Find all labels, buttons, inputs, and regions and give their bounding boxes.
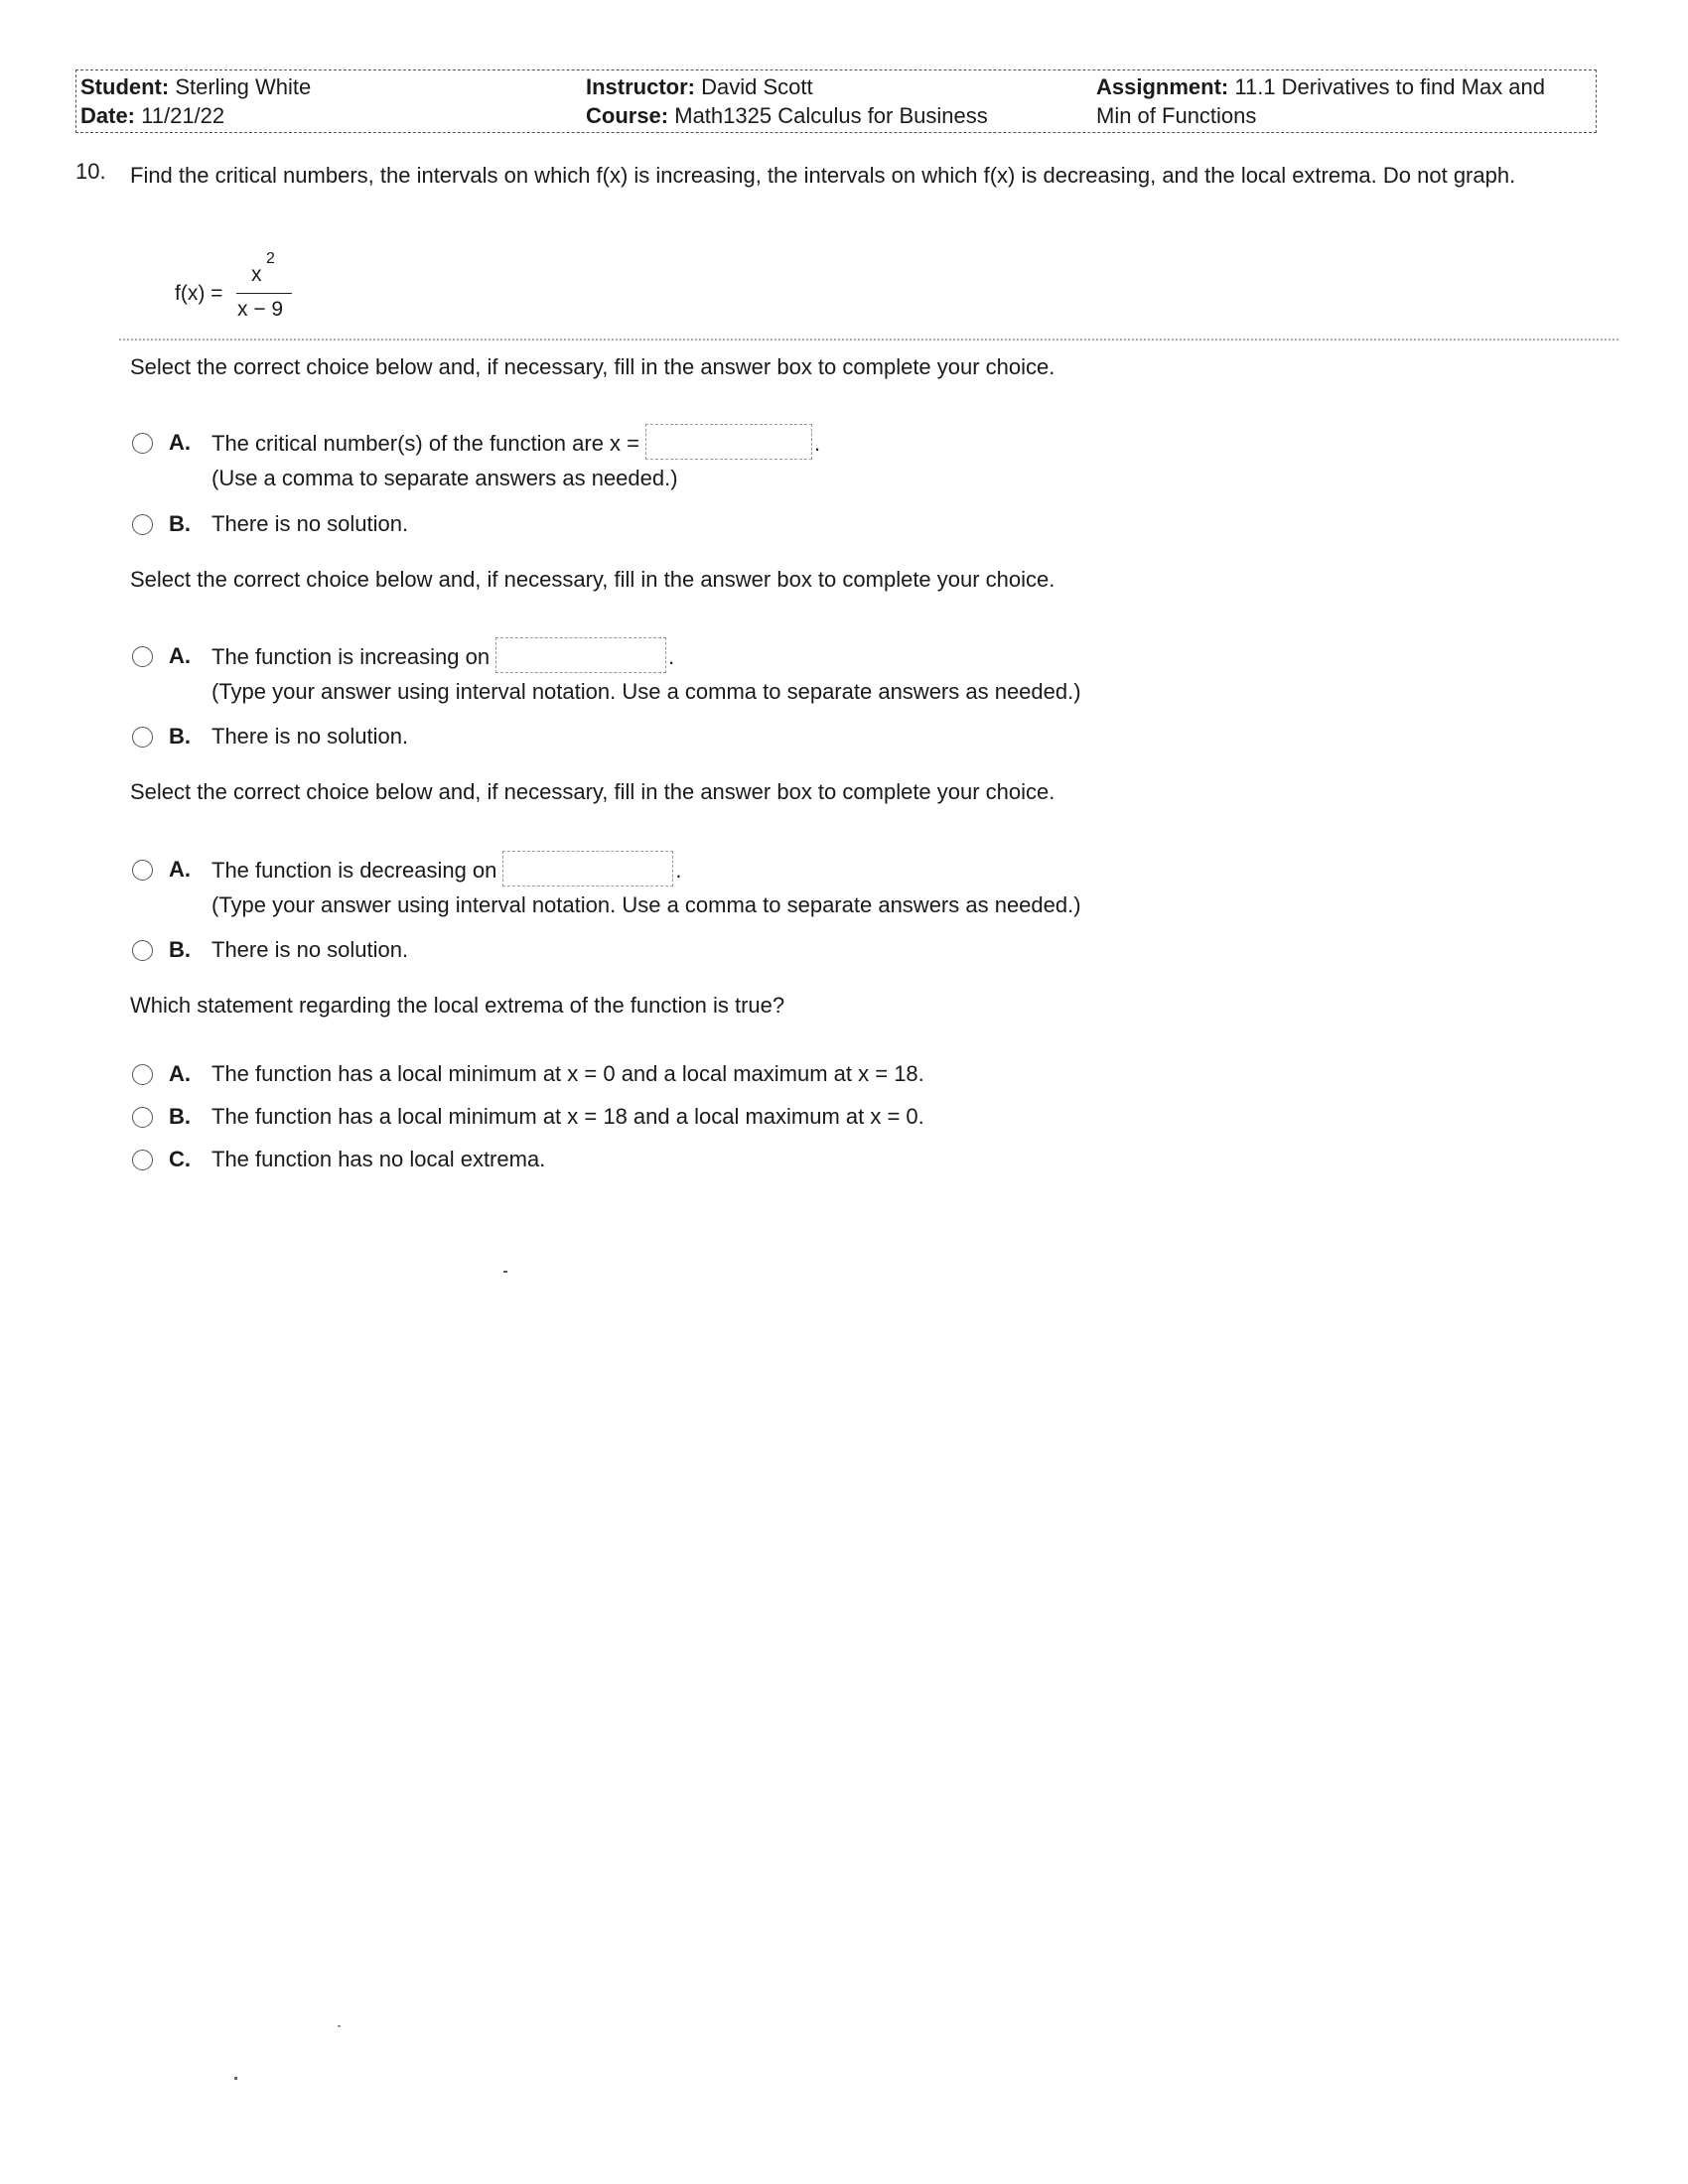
date-value: 11/21/22 bbox=[141, 103, 225, 128]
radio-button[interactable] bbox=[132, 514, 153, 535]
increasing-answer-box[interactable] bbox=[495, 637, 666, 673]
option-letter: B. bbox=[169, 724, 191, 749]
option-text: There is no solution. bbox=[211, 511, 409, 536]
option-letter: C. bbox=[169, 1147, 191, 1171]
function-numerator: x bbox=[251, 263, 262, 286]
assignment-title: 11.1 Derivatives to find Max and bbox=[1234, 74, 1546, 99]
course-line bbox=[586, 101, 988, 130]
period: . bbox=[675, 857, 682, 883]
assignment-title-continued: Min of Functions bbox=[1096, 103, 1257, 128]
option-text-row bbox=[211, 643, 674, 673]
course-label: Course: bbox=[586, 103, 669, 128]
scan-speck bbox=[503, 1271, 507, 1273]
question-text: Find the critical numbers, the intervals on which f(x) is increasing, the intervals on which f(x) is decreasing, and the local extrema. Do not graph. bbox=[130, 163, 1516, 188]
extrema-instruction: Which statement regarding the local extrema of the function is true? bbox=[130, 993, 785, 1018]
option-text: There is no solution. bbox=[211, 937, 409, 962]
assignment-label: Assignment: bbox=[1096, 74, 1229, 99]
critical-answer-box[interactable] bbox=[645, 424, 812, 460]
option-text: The function is decreasing on bbox=[211, 857, 497, 883]
decreasing-instruction: Select the correct choice below and, if necessary, fill in the answer box to complete your choice. bbox=[130, 779, 1055, 804]
radio-button[interactable] bbox=[132, 646, 153, 667]
critical-hint: (Use a comma to separate answers as needed.) bbox=[211, 466, 678, 490]
radio-button[interactable] bbox=[132, 433, 153, 454]
student-label: Student: bbox=[80, 74, 170, 99]
student-name: Sterling White bbox=[175, 74, 312, 99]
option-letter: A. bbox=[169, 430, 191, 455]
radio-button[interactable] bbox=[132, 940, 153, 961]
function-denominator: x − 9 bbox=[237, 298, 284, 321]
radio-button[interactable] bbox=[132, 1064, 153, 1085]
header-assignment-column bbox=[1096, 72, 1593, 130]
header-instructor-column bbox=[586, 72, 988, 130]
option-letter: A. bbox=[169, 1061, 191, 1086]
critical-instruction: Select the correct choice below and, if necessary, fill in the answer box to complete your choice. bbox=[130, 354, 1055, 379]
option-text: The critical number(s) of the function are x = bbox=[211, 430, 640, 456]
radio-button[interactable] bbox=[132, 1107, 153, 1128]
date-label: Date: bbox=[80, 103, 136, 128]
fraction-bar bbox=[236, 293, 292, 294]
student-line bbox=[80, 72, 311, 101]
instructor-line bbox=[586, 72, 988, 101]
question-number: 10. bbox=[75, 159, 106, 184]
header-student-column bbox=[80, 72, 311, 130]
option-letter: A. bbox=[169, 643, 191, 668]
option-text: The function has a local minimum at x = 18 and a local maximum at x = 0. bbox=[211, 1104, 924, 1129]
increasing-instruction: Select the correct choice below and, if necessary, fill in the answer box to complete your choice. bbox=[130, 567, 1055, 592]
radio-button[interactable] bbox=[132, 727, 153, 748]
decreasing-hint: (Type your answer using interval notation. Use a comma to separate answers as needed.) bbox=[211, 892, 1081, 917]
period: . bbox=[814, 430, 821, 456]
question-divider bbox=[119, 339, 1618, 341]
option-text-row bbox=[211, 430, 820, 460]
function-exponent: 2 bbox=[266, 250, 275, 267]
scan-speck bbox=[234, 2077, 237, 2080]
option-letter: A. bbox=[169, 857, 191, 882]
option-text: The function has a local minimum at x = 0 and a local maximum at x = 18. bbox=[211, 1061, 924, 1086]
scan-speck bbox=[338, 2025, 341, 2027]
course-name: Math1325 Calculus for Business bbox=[674, 103, 988, 128]
option-text-row bbox=[211, 857, 682, 887]
period: . bbox=[668, 643, 675, 669]
increasing-hint: (Type your answer using interval notation. Use a comma to separate answers as needed.) bbox=[211, 679, 1081, 704]
assignment-line bbox=[1096, 72, 1593, 101]
option-letter: B. bbox=[169, 937, 191, 962]
function-formula bbox=[175, 246, 314, 326]
radio-button[interactable] bbox=[132, 1150, 153, 1170]
radio-button[interactable] bbox=[132, 860, 153, 881]
decreasing-answer-box[interactable] bbox=[502, 851, 673, 887]
instructor-name: David Scott bbox=[701, 74, 813, 99]
date-line bbox=[80, 101, 311, 130]
option-text: There is no solution. bbox=[211, 724, 409, 749]
option-text: The function is increasing on bbox=[211, 643, 491, 669]
option-letter: B. bbox=[169, 511, 191, 536]
option-letter: B. bbox=[169, 1104, 191, 1129]
instructor-label: Instructor: bbox=[586, 74, 695, 99]
function-lhs: f(x) = bbox=[175, 282, 223, 305]
option-text: The function has no local extrema. bbox=[211, 1147, 546, 1171]
header-box bbox=[75, 69, 1597, 133]
